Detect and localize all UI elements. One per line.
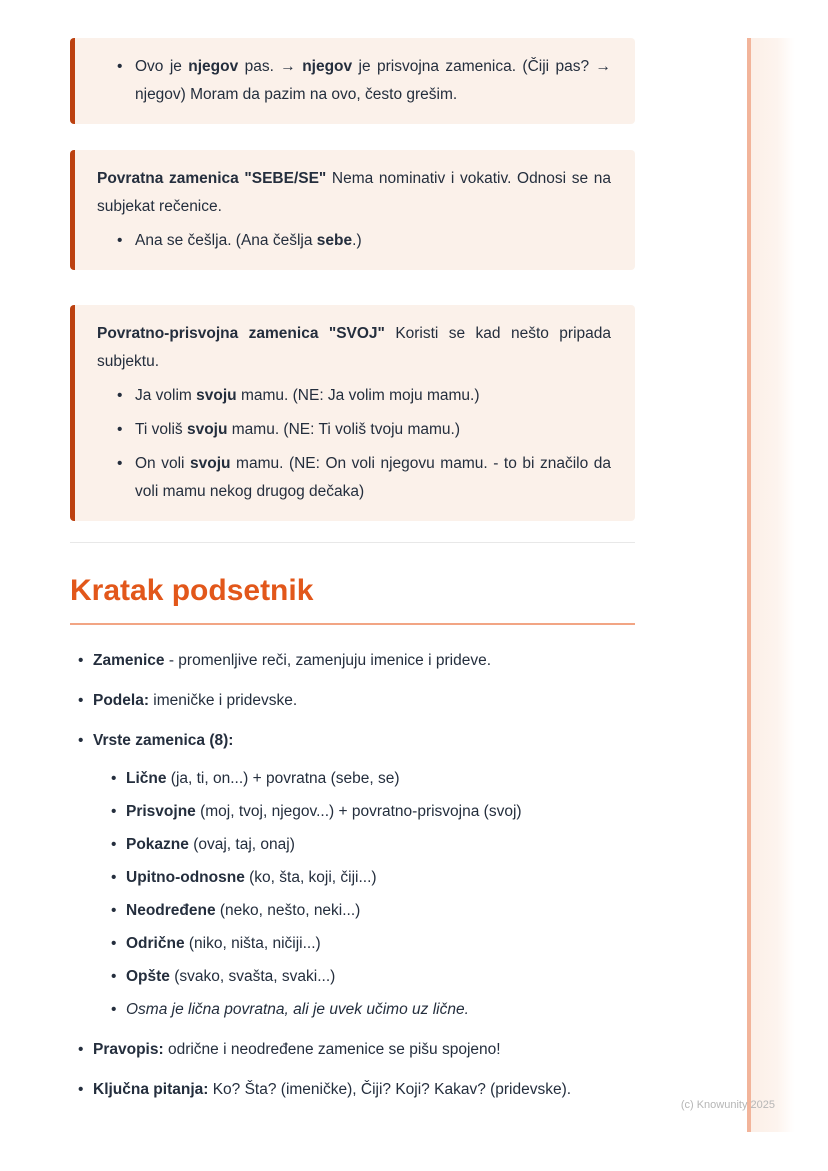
text: Nema nominativ i vokativ. Odnosi se na subjekat rečenice.: [97, 170, 612, 215]
bold-text: Prisvojne: [126, 803, 196, 820]
side-accent-strip: [747, 38, 795, 1132]
text: (ovaj, taj, onaj): [188, 836, 295, 853]
callout-povratna-zamenica: [70, 150, 635, 270]
callout-paragraph: [97, 320, 611, 376]
text: mamu. (NE: On voli njegovu mamu. - to bi značilo da voli mamu nekog drugog dečaka): [135, 455, 611, 500]
text: Ovo je: [135, 58, 189, 75]
bold-text: Neodređene: [126, 902, 216, 919]
page-title: Kratak podsetnik: [70, 573, 635, 625]
text: (svako, svašta, svaki...): [169, 968, 336, 985]
text: mamu. (NE: Ti voliš tvoju mamu.): [227, 421, 460, 438]
list-item: [78, 729, 635, 1022]
bold-text: njegov: [302, 58, 353, 75]
list-item: [111, 965, 635, 989]
bold-text: Ključna pitanja:: [93, 1081, 209, 1098]
callout-bullet-item: [117, 450, 611, 506]
summary-list: [70, 649, 635, 1102]
callout-bullet-item: [117, 227, 611, 255]
list-item: [111, 998, 635, 1022]
callout-bullet-list: [97, 53, 611, 109]
text: Ti voliš: [135, 421, 187, 438]
bold-text: Povratna zamenica "SEBE/SE": [97, 170, 327, 187]
bold-text: Opšte: [126, 968, 170, 985]
list-item: [111, 767, 635, 791]
list-item: [111, 899, 635, 923]
bold-text: svoju: [190, 455, 231, 472]
bold-text: Odrične: [126, 935, 185, 952]
callout-bullet-item: [117, 416, 611, 444]
callout-paragraph: [97, 165, 611, 221]
callout-bullet-list: [97, 382, 611, 506]
callout-bullet-list: [97, 227, 611, 255]
list-item: [78, 1078, 635, 1102]
sub-list: [93, 767, 635, 1022]
text: Ko? Šta? (imeničke), Čiji? Koji? Kakav? (pridevske).: [208, 1081, 572, 1098]
list-item: [111, 866, 635, 890]
text: (moj, tvoj, njegov...) + povratno-prisvojna (svoj): [195, 803, 522, 820]
text: (neko, nešto, neki...): [215, 902, 361, 919]
text: mamu. (NE: Ja volim moju mamu.): [236, 387, 480, 404]
bold-text: Vrste zamenica (8):: [93, 732, 234, 749]
copyright-footer: (c) Knowunity 2025: [680, 1099, 775, 1111]
callout-bullet-item: [117, 53, 611, 109]
list-item: [78, 1038, 635, 1062]
text: (ja, ti, on...) + povratna (sebe, se): [166, 770, 400, 787]
list-item: [111, 800, 635, 824]
text: On voli: [135, 455, 191, 472]
text: (ko, šta, koji, čiji...): [244, 869, 377, 886]
list-item: [111, 833, 635, 857]
text: Ana se češlja. (Ana češlja: [135, 232, 317, 249]
content-column: [70, 0, 635, 1118]
italic-text: Osma je lična povratna, ali je uvek učimo uz lične.: [126, 1001, 469, 1018]
text: imeničke i pridevske.: [148, 692, 298, 709]
text: Ja volim: [135, 387, 197, 404]
text: odrične i neodređene zamenice se pišu spojeno!: [163, 1041, 501, 1058]
bold-text: Pokazne: [126, 836, 189, 853]
list-item: [78, 689, 635, 713]
bold-text: Podela:: [93, 692, 149, 709]
bold-text: njegov: [188, 58, 239, 75]
text: (niko, ništa, ničiji...): [184, 935, 321, 952]
text: - promenljive reči, zamenjuju imenice i prideve.: [164, 652, 492, 669]
bold-text: sebe: [316, 232, 353, 249]
text: je prisvojna zamenica. (Čiji pas? → njegov) Moram da pazim na ovo, često grešim.: [135, 58, 611, 103]
bold-text: Povratno-prisvojna zamenica "SVOJ": [97, 325, 385, 342]
list-item: [78, 649, 635, 673]
bold-text: Pravopis:: [93, 1041, 164, 1058]
callout-njegov-example: [70, 38, 635, 124]
bold-text: svoju: [186, 421, 228, 438]
text: pas. →: [238, 58, 303, 75]
bold-text: Lične: [126, 770, 167, 787]
text: .): [352, 232, 362, 249]
bold-text: svoju: [196, 387, 237, 404]
section-divider: [70, 542, 635, 543]
bold-text: Zamenice: [93, 652, 165, 669]
bold-text: Upitno-odnosne: [126, 869, 245, 886]
text: Koristi se kad nešto pripada subjektu.: [97, 325, 611, 370]
list-item: [111, 932, 635, 956]
callout-bullet-item: [117, 382, 611, 410]
callout-povratno-prisvojna: [70, 305, 635, 521]
